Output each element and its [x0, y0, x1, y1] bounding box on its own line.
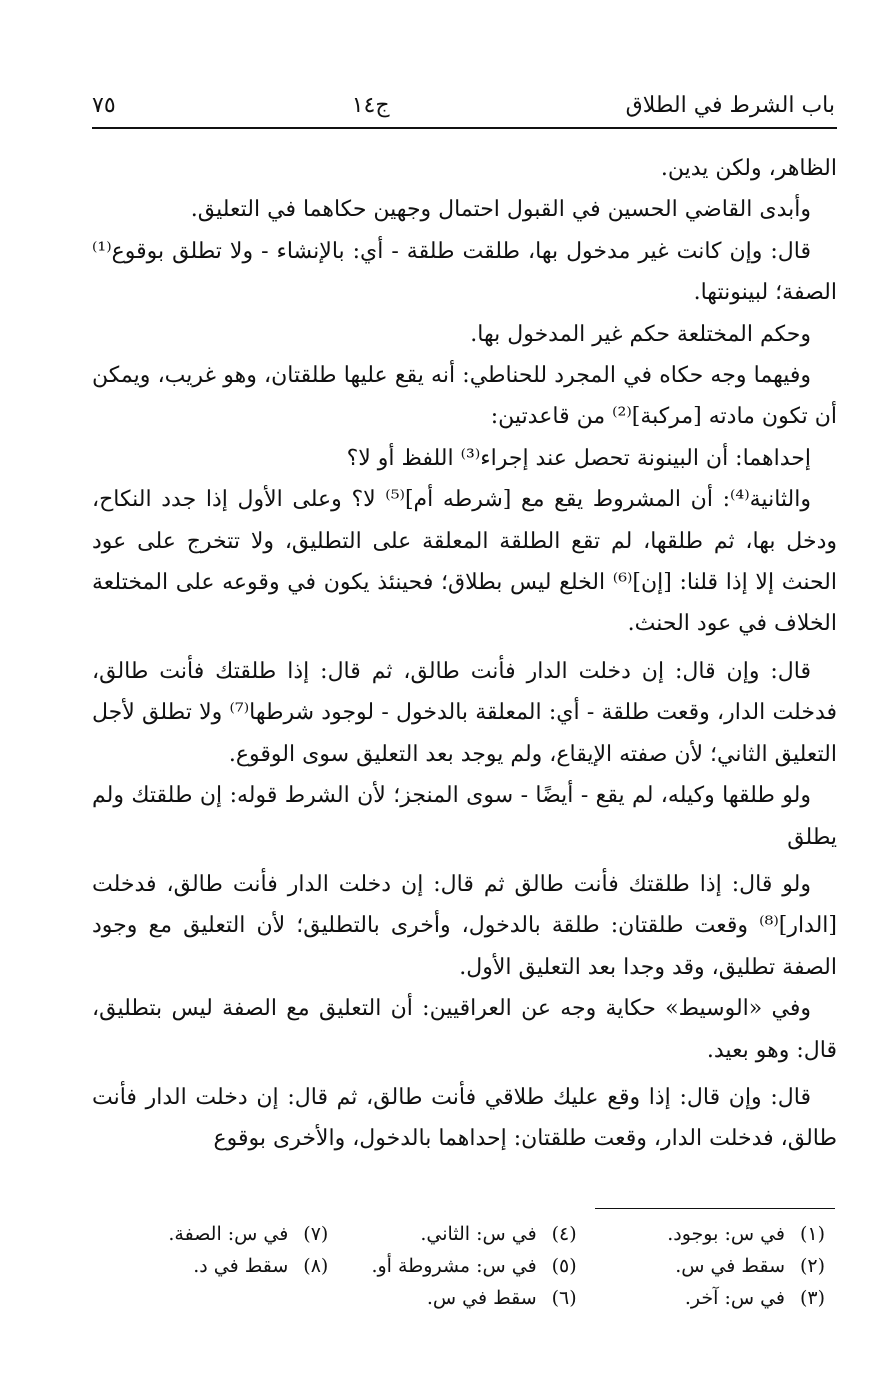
footnote-text: في س: الصفة.: [168, 1223, 289, 1245]
paragraph: قال: وإن كانت غير مدخول بها، طلقت طلقة - أي: بالإنشاء - ولا تطلق بوقوع⁽¹⁾ الصفة؛ لبينونتها.: [92, 238, 837, 306]
footnote: [577, 1282, 825, 1314]
footnote-text: في س: الثاني.: [420, 1223, 537, 1245]
footnote-text: سقط في س.: [426, 1287, 537, 1309]
paragraph: وفي «الوسيط» حكاية وجه عن العراقيين: أن التعليق مع الصفة ليس بتطليق، قال: وهو بعيد.: [92, 996, 837, 1063]
footnote-number: (٦): [551, 1287, 577, 1309]
footnote-number: (٧): [303, 1223, 329, 1245]
paragraph: وحكم المختلعة حكم غير المدخول بها.: [470, 321, 811, 347]
footnote: [328, 1218, 576, 1250]
footnote-number: (٨): [303, 1255, 329, 1277]
footnote-text: في س: مشروطة أو.: [371, 1255, 537, 1277]
footnote: [577, 1250, 825, 1282]
paragraph: ولو طلقها وكيله، لم يقع - أيضًا - سوى المنجز؛ لأن الشرط قوله: إن طلقتك ولم يطلق: [92, 783, 837, 850]
footnote: [577, 1218, 825, 1250]
paragraph: وفيهما وجه حكاه في المجرد للحناطي: أنه يقع عليها طلقتان، وهو غريب، ويمكن أن تكون مادته [مركبة]⁽²⁾ من قاعدتين:: [92, 363, 837, 430]
footnote-text: سقط في د.: [193, 1255, 289, 1277]
paragraph: وأبدى القاضي الحسين في القبول احتمال وجهين حكاهما في التعليق.: [190, 197, 811, 223]
footnote: [80, 1218, 328, 1250]
paragraph: قال: وإن قال: إن دخلت الدار فأنت طالق، ثم قال: إذا طلقتك فأنت طالق، فدخلت الدار، وقعت طلقة - أي: المعلقة بالدخول - لوجود شرطها⁽⁷⁾ ولا تطلق لأجل التعليق الثاني؛ لأن صفته الإيقاع، ولم يوجد بعد التعليق سوى الوقوع.: [92, 658, 838, 767]
paragraph: قال: وإن قال: إذا وقع عليك طلاقي فأنت طالق، ثم قال: إن دخلت الدار فأنت طالق، فدخلت الدار، وقعت طلقتان: إحداهما بالدخول، والأخرى بوقوع: [92, 1084, 837, 1152]
footnotes: [80, 1218, 825, 1314]
footnote-rule: [595, 1208, 835, 1209]
footnote: [328, 1282, 576, 1314]
paragraph: ولو قال: إذا طلقتك فأنت طالق ثم قال: إن دخلت الدار فأنت طالق، فدخلت [الدار]⁽⁸⁾ وقعت طلقتان: طلقة بالدخول، وأخرى بالتطليق؛ لأن التعليق مع وجود الصفة تطليق، وقد وجدا بعد التعليق الأول.: [92, 871, 837, 980]
footnote-text: في س: بوجود.: [667, 1223, 785, 1245]
footnote-number: (٢): [799, 1255, 825, 1277]
header-rule: [92, 127, 837, 129]
footnote: [328, 1250, 576, 1282]
footnote: [80, 1250, 328, 1282]
footnote-text: سقط في س.: [675, 1255, 785, 1277]
paragraph: الظاهر، ولكن يدين.: [660, 156, 837, 181]
footnote-number: (٣): [799, 1287, 825, 1309]
paragraph: والثانية⁽⁴⁾: أن المشروط يقع مع [شرطه أم]⁽⁵⁾ لا؟ وعلى الأول إذا جدد النكاح، ودخل بها، ثم طلقها، لم تقع الطلقة المعلقة على التطليق، ولا تتخرج على عود الحنث إلا إذا قلنا: [إن]⁽⁶⁾ الخلع ليس بطلاق؛ فحينئذ يكون في وقوعه على المختلعة الخلاف في عود الحنث.: [92, 487, 837, 637]
chapter-title: باب الشرط في الطلاق: [625, 92, 835, 118]
paragraph: إحداهما: أن البينونة تحصل عند إجراء⁽³⁾ اللفظ أو لا؟: [346, 445, 811, 471]
body-text: [92, 148, 837, 1160]
footnote-text: في س: آخر.: [684, 1287, 785, 1309]
footnote-number: (١): [799, 1223, 825, 1245]
footnote-number: (٤): [551, 1223, 577, 1245]
page-number: ٧٥: [92, 92, 116, 118]
footnote-number: (٥): [551, 1255, 577, 1277]
page-header: [92, 85, 835, 125]
volume-label: ج١٤: [351, 92, 390, 118]
